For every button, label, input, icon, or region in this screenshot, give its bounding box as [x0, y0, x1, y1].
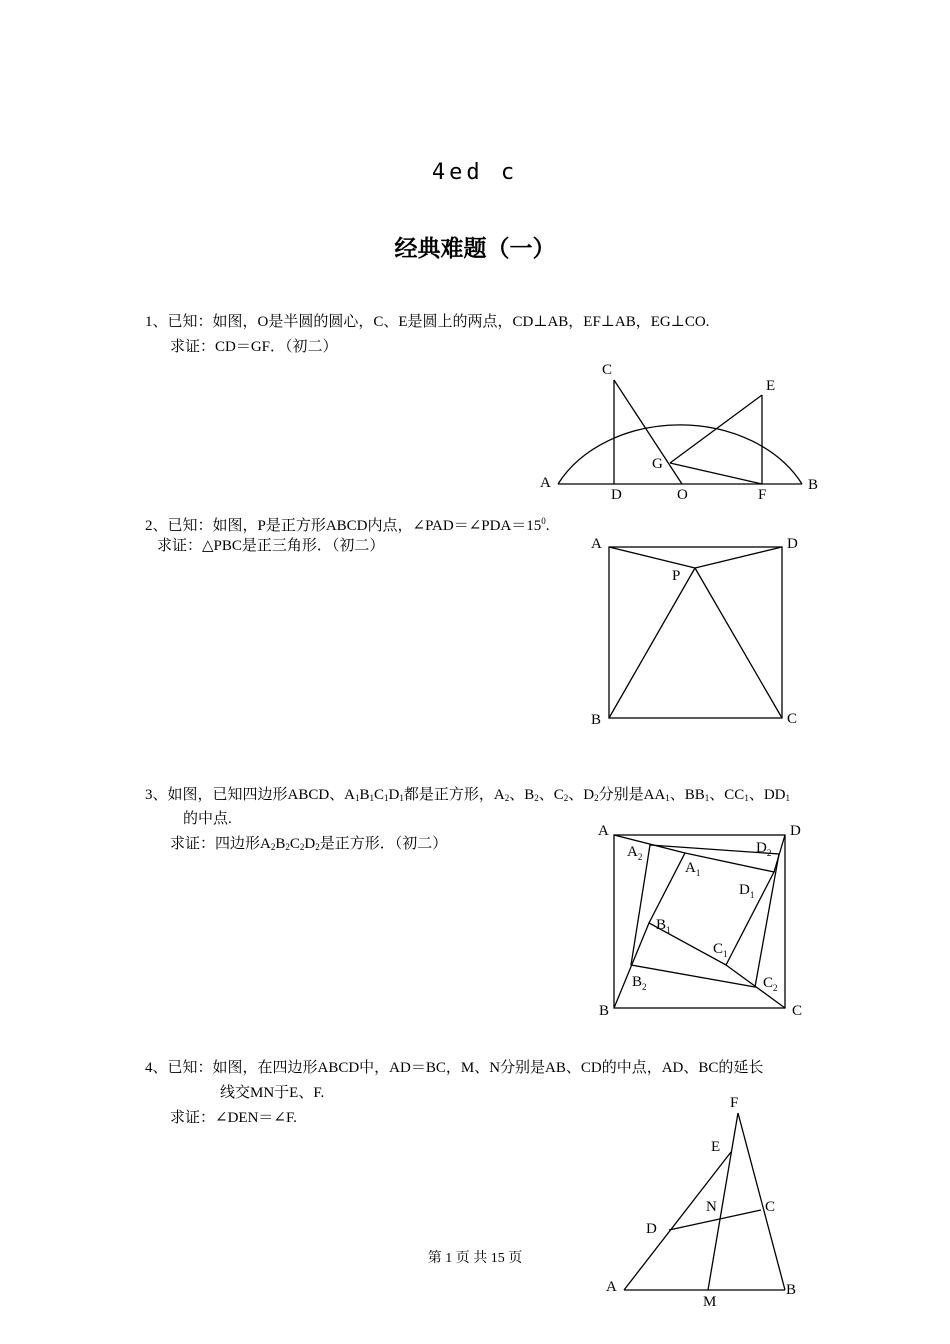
label-E: E — [766, 378, 776, 394]
label-B2: $B_2$ — [632, 974, 647, 992]
label-A2: $A_2$ — [627, 844, 643, 862]
problem-1-figure — [530, 355, 830, 505]
label-C1: $C_1$ — [713, 941, 728, 959]
label-C2: $C_2$ — [763, 975, 778, 993]
document-title: 经典难题（一） — [394, 236, 556, 262]
label-C: C — [602, 362, 613, 378]
problem-3-statement: 3、如图，已知四边形ABCD、$A_1B_1C_1D_1$都是正方形，$A_2$、$B_2$、$C_2$、$D_2$分别是$AA_1$、$BB_1$、$CC_1$、$DD_1$ — [145, 787, 790, 803]
problem-4-prove: 求证：∠DEN＝∠F. — [170, 1110, 297, 1126]
document-code: 4ed c — [431, 160, 519, 185]
problem-4-statement: 4、已知：如图，在四边形ABCD中，AD＝BC，M、N分别是AB、CD的中点，AD、BC的延长 — [145, 1060, 764, 1076]
semicircle-arc — [558, 425, 802, 484]
square-A1B1C1D1 — [649, 853, 774, 965]
problem-3-figure — [590, 815, 820, 1025]
problem-4-figure — [600, 1090, 810, 1315]
label-M: M — [703, 1294, 717, 1310]
problem-4-statement-line2: 线交MN于E、F. — [220, 1085, 325, 1101]
problem-3-statement-line2: 的中点. — [183, 811, 232, 827]
problem-1-prove: 求证：CD＝GF．（初二） — [170, 339, 338, 355]
label-A1: $A_1$ — [685, 860, 701, 878]
problem-2-statement-text: 2、已知：如图，P是正方形ABCD内点，∠PAD＝∠PDA＝15 — [145, 518, 542, 534]
segment-EG — [670, 395, 762, 463]
label-D: D — [611, 487, 622, 503]
label-B: B — [599, 1003, 610, 1019]
label-A: A — [606, 1279, 617, 1295]
label-A: A — [540, 475, 551, 491]
label-B: B — [786, 1282, 797, 1298]
label-P: P — [672, 568, 681, 584]
segment-AE — [624, 1152, 731, 1290]
label-A: A — [598, 823, 609, 839]
label-G: G — [652, 456, 663, 472]
segment-DP — [695, 547, 782, 568]
problem-2-statement-end: . — [545, 518, 550, 534]
label-O: O — [677, 487, 688, 503]
problem-2-figure — [585, 530, 815, 735]
segment-AP — [609, 547, 695, 568]
degree-superscript: 0 — [541, 516, 546, 526]
label-B1: $B_1$ — [656, 917, 671, 935]
label-D2: $D_2$ — [756, 840, 772, 858]
label-E: E — [711, 1139, 721, 1155]
label-F: F — [758, 487, 767, 503]
problem-2-statement — [145, 511, 550, 536]
label-C: C — [765, 1199, 776, 1215]
segment-CP — [695, 568, 782, 718]
segment-BB1 — [614, 923, 649, 1008]
problem-1-statement: 1、已知：如图，O是半圆的圆心，C、E是圆上的两点，CD⊥AB，EF⊥AB，EG⊥CO. — [145, 314, 710, 330]
problem-3-prove: 求证：四边形$A_2B_2C_2D_2$是正方形．（初二） — [170, 836, 448, 852]
segment-BP — [609, 568, 695, 718]
label-D: D — [790, 823, 801, 839]
label-D: D — [646, 1221, 657, 1237]
label-D: D — [787, 536, 798, 552]
label-C: C — [787, 711, 798, 727]
label-F: F — [730, 1095, 739, 1111]
label-A: A — [591, 536, 602, 552]
page-footer: 第 1 页 共 15 页 — [427, 1251, 523, 1266]
label-B: B — [591, 712, 602, 728]
label-C: C — [792, 1003, 803, 1019]
segment-CO — [614, 380, 682, 484]
problem-2-prove: 求证：△PBC是正三角形．（初二） — [157, 538, 385, 554]
label-B: B — [808, 477, 819, 493]
label-N: N — [706, 1199, 717, 1215]
label-D1: $D_1$ — [739, 882, 755, 900]
square-ABCD — [609, 547, 782, 718]
segment-GF — [670, 463, 762, 484]
